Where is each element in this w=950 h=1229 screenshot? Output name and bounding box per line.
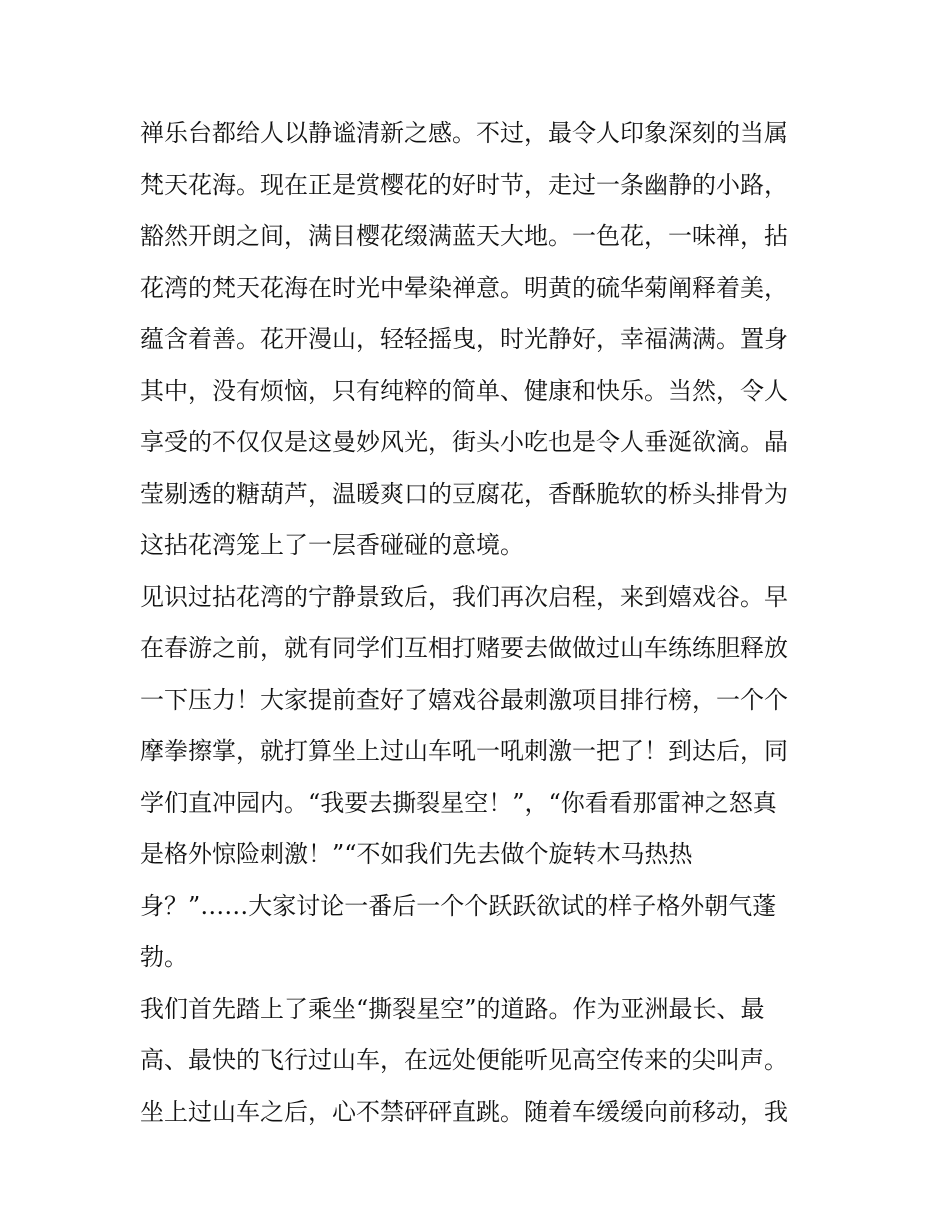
- text-line: 摩拳擦掌，就打算坐上过山车吼一吼刺激一把了！到达后，同: [140, 737, 788, 765]
- text-line: 花湾的梵天花海在时光中晕染禅意。明黄的硫华菊阐释着美，: [140, 273, 788, 302]
- text-line: 见识过拈花湾的宁静景致后，我们再次启程，来到嬉戏谷。早: [140, 582, 788, 611]
- text-line: 学们直冲园内。“我要去撕裂星空！”，“你看看那雷神之怒真: [140, 788, 777, 817]
- text-line: 其中，没有烦恼，只有纯粹的简单、健康和快乐。当然，令人: [140, 376, 788, 405]
- text-line: 享受的不仅仅是这曼妙风光，街头小吃也是令人垂涎欲滴。晶: [140, 428, 788, 456]
- text-line: 禅乐台都给人以静谧清新之感。不过，最令人印象深刻的当属: [140, 119, 788, 147]
- text-line: 在春游之前，就有同学们互相打赌要去做做过山车练练胆释放: [140, 634, 788, 662]
- text-line: 豁然开朗之间，满目樱花缀满蓝天大地。一色花，一味禅，拈: [140, 222, 788, 250]
- document-body: [140, 108, 820, 1138]
- text-line: 坐上过山车之后，心不禁砰砰直跳。随着车缓缓向前移动，我: [140, 1097, 788, 1126]
- text-line: 一下压力！大家提前查好了嬉戏谷最刺激项目排行榜，一个个: [140, 685, 788, 714]
- text-line: 高、最快的飞行过山车，在远处便能听见高空传来的尖叫声。: [140, 1046, 788, 1074]
- text-line: 莹剔透的糖葫芦，温暖爽口的豆腐花，香酥脆软的桥头排骨为: [140, 479, 788, 508]
- text-line: 梵天花海。现在正是赏樱花的好时节，走过一条幽静的小路，: [140, 170, 788, 199]
- text-line: 身？”……大家讨论一番后一个个跃跃欲试的样子格外朝气蓬: [140, 891, 777, 920]
- text-line: 这拈花湾笼上了一层香碰碰的意境。: [140, 531, 524, 559]
- text-line: 是格外惊险刺激！”“不如我们先去做个旋转木马热热: [140, 840, 693, 868]
- text-line: 蕴含着善。花开漫山，轻轻摇曳，时光静好，幸福满满。置身: [140, 325, 788, 353]
- text-line: 勃。: [140, 943, 188, 971]
- text-line: 我们首先踏上了乘坐“撕裂星空”的道路。作为亚洲最长、最: [140, 994, 765, 1023]
